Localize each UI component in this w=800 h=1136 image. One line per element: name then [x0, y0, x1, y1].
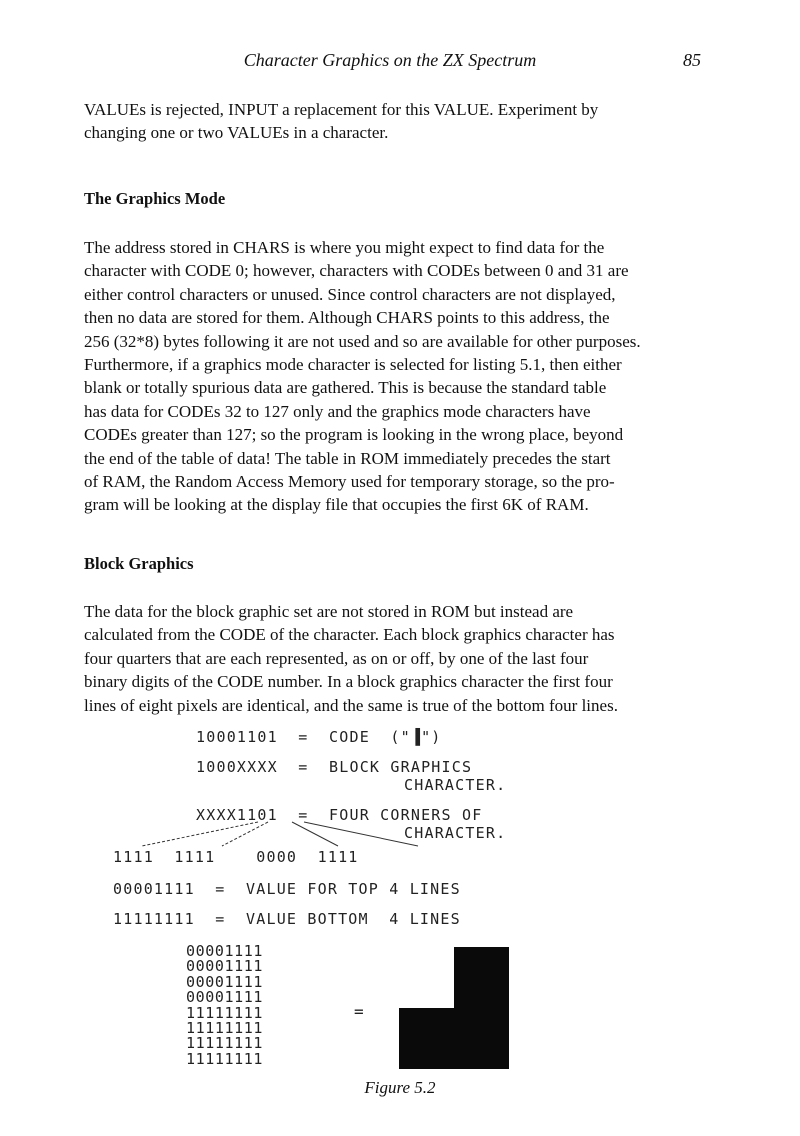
- block-graphic-character: [399, 947, 509, 1069]
- text-line: lines of eight pixels are identical, and the same is true of the bottom four lines.: [84, 695, 618, 715]
- section-heading-graphics-mode: The Graphics Mode: [84, 189, 226, 208]
- bit-row: 11111111: [186, 1049, 264, 1068]
- text-line: calculated from the CODE of the character. Each block graphics character has: [84, 625, 615, 645]
- text-line: has data for CODEs 32 to 127 only and the graphics mode characters have: [84, 401, 591, 421]
- bit-row: 11111111: [186, 1003, 264, 1022]
- section-heading-block-graphics: Block Graphics: [84, 554, 194, 573]
- text-line: of RAM, the Random Access Memory used for temporary storage, so the pro-: [84, 472, 615, 492]
- text-line: gram will be looking at the display file that occupies the first 6K of RAM.: [84, 495, 589, 515]
- bit-row: 00001111: [186, 957, 264, 976]
- text-line: 256 (32*8) bytes following it are not used and so are available for other purposes.: [84, 331, 641, 351]
- text-line: then no data are stored for them. Although CHARS points to this address, the: [84, 308, 610, 328]
- pointer-line: [142, 822, 258, 846]
- text-line: four quarters that are each represented, as on or off, by one of the last four: [84, 648, 589, 668]
- bit-row: 00001111: [186, 942, 264, 960]
- text-line: character with CODE 0; however, characters with CODEs between 0 and 31 are: [84, 261, 629, 281]
- text-line: CODEs greater than 127; so the program is looking in the wrong place, beyond: [84, 425, 624, 445]
- text-line: blank or totally spurious data are gathered. This is because the standard table: [84, 378, 607, 398]
- figure-four-corners-row-cont: CHARACTER.: [404, 824, 507, 842]
- text-line: The data for the block graphic set are not stored in ROM but instead are: [84, 602, 574, 621]
- figure-top-value-row: 00001111 = VALUE FOR TOP 4 LINES: [113, 880, 461, 898]
- figure-four-corners-row: XXXX1101 = FOUR CORNERS OF: [196, 806, 483, 824]
- page-number: 85: [683, 50, 701, 70]
- bit-row: 11111111: [186, 1034, 264, 1053]
- pointer-line: [222, 822, 268, 846]
- pointer-line: [304, 822, 418, 846]
- text-line: The address stored in CHARS is where you might expect to find data for the: [84, 238, 605, 257]
- pointer-line: [292, 822, 338, 846]
- text-line: the end of the table of data! The table in ROM immediately precedes the start: [84, 448, 611, 468]
- figure-equals-sign: =: [354, 1002, 364, 1021]
- text-line: VALUEs is rejected, INPUT a replacement for this VALUE. Experiment by: [84, 100, 599, 119]
- figure-block-graphics-row: 1000XXXX = BLOCK GRAPHICS: [196, 758, 473, 776]
- bit-row: 11111111: [186, 1019, 264, 1038]
- figure-caption: Figure 5.2: [364, 1078, 436, 1097]
- block-bottom-half: [399, 1008, 509, 1069]
- figure-bit-pattern: [186, 944, 263, 1067]
- figure-code-row: 10001101 = CODE ("▐"): [196, 728, 442, 746]
- figure-block-graphics-row-cont: CHARACTER.: [404, 776, 507, 794]
- text-line: changing one or two VALUEs in a character.: [84, 123, 389, 143]
- text-line: binary digits of the CODE number. In a block graphics character the first four: [84, 672, 613, 692]
- text-line: Furthermore, if a graphics mode character is selected for listing 5.1, then either: [84, 355, 622, 375]
- figure-nibble-row: 1111 1111 0000 1111: [113, 848, 359, 866]
- figure-bottom-value-row: 11111111 = VALUE BOTTOM 4 LINES: [113, 910, 461, 928]
- text-line: either control characters or unused. Since control characters are not displayed,: [84, 284, 616, 304]
- bit-row: 00001111: [186, 972, 264, 991]
- bit-row: 00001111: [186, 988, 264, 1007]
- block-quarter-top-right: [454, 947, 509, 1008]
- running-title: Character Graphics on the ZX Spectrum: [243, 50, 537, 70]
